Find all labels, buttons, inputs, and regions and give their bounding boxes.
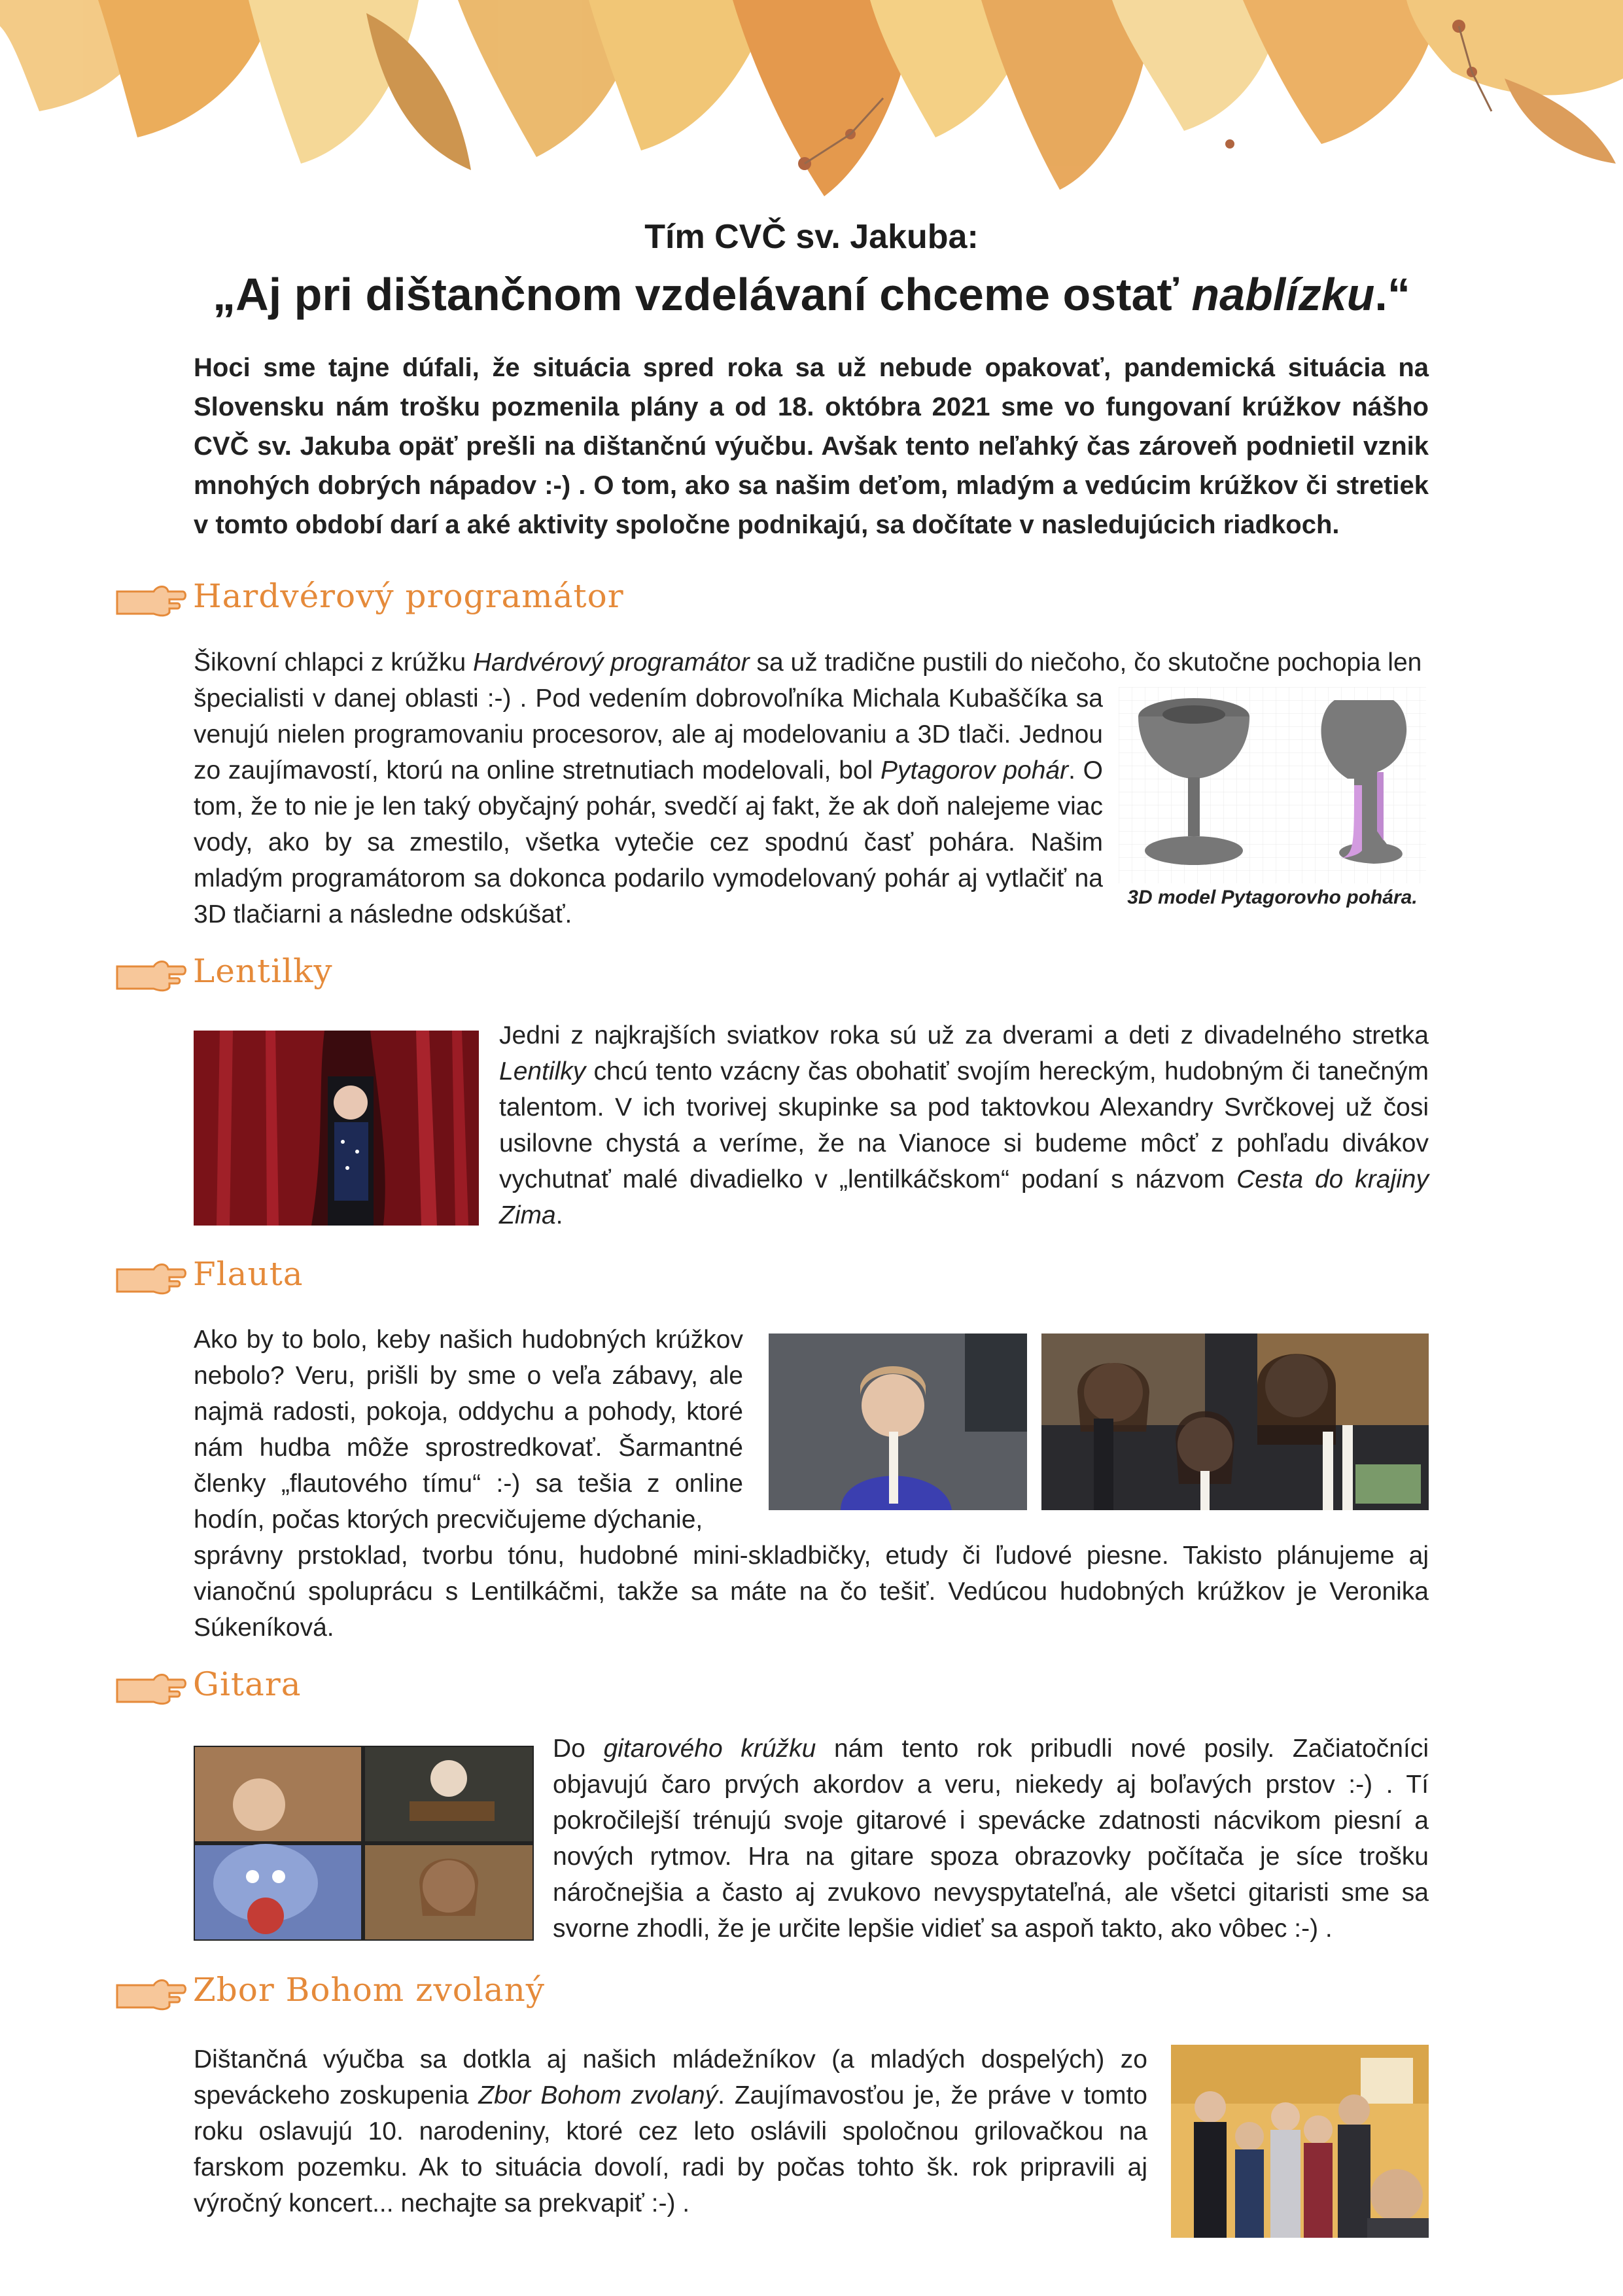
hardver-paragraph: špecialisti v danej oblasti :-) . Pod vedením dobrovoľníka Michala Kubaščíka sa venujú nielen programovaniu procesorov, ale aj modelovaniu a 3D tlači. Jednou zo zaujímavostí, ktorú na online stretnutiach modelovali, bol Pytagorov pohár. O tom, že to nie je len taký obyčajný pohár, svedčí aj fakt, že ak doň nalejeme viac vody, ako by sa zmestilo, všetka vytečie cez spodnú časť pohára. Našim mladým programátorom sa dokonca podarilo vymodelovaný pohár aj vytlačiť na 3D tlačiarni a následne odskúšať. (194, 684, 1103, 928)
section-heading-lentilky (114, 952, 769, 998)
section-heading-hardver (114, 577, 769, 623)
section-title: Flauta (193, 1255, 304, 1293)
pointing-hand-icon (114, 957, 188, 994)
hardver-image-caption: 3D model Pytagorovho pohára. (1127, 887, 1418, 908)
pointing-hand-icon (114, 1976, 188, 2013)
pointing-hand-icon (114, 1670, 188, 1707)
flute-online-lesson-photo-2 (1041, 1333, 1429, 1510)
hardver-paragraph-lead: Šikovní chlapci z krúžku Hardvérový programátor sa už tradične pustili do niečoho, čo skutočne pochopia len (194, 648, 1422, 677)
section-heading-zbor (114, 1971, 769, 2017)
section-heading-flauta (114, 1255, 769, 1301)
section-title: Hardvérový programátor (193, 577, 624, 615)
zbor-paragraph: Dištančná výučba sa dotkla aj našich mládežníkov (a mladých dospelých) zo speváckeho zoskupenia Zbor Bohom zvolaný. Zaujímavosťou je, že práve v tomto roku oslavujú 10. narodeniny, ktoré cez leto oslávili spoločnou grilovačkou na farskom pozemku. Ak to situácia dovolí, radi by počas tohto šk. rok pripravili aj výročný koncert... nechajte sa prekvapiť :-) . (194, 2045, 1147, 2217)
flauta-paragraph-part1: Ako by to bolo, keby našich hudobných krúžkov nebolo? Veru, prišli by sme o veľa zábavy, ale najmä radosti, pokoja, oddychu a pohody, ktoré nám hudba môže sprostredkovať. Šarmantné členky „flautového tímu“ :-) sa tešia z online hodín, počas ktorých precvičujeme dýchanie, (194, 1326, 743, 1534)
autumn-leaves-banner (0, 0, 1623, 203)
section-heading-gitara (114, 1665, 769, 1711)
theatre-curtain-child-photo (194, 1031, 479, 1226)
section-title: Gitara (193, 1665, 302, 1703)
flauta-paragraph-part2: správny prstoklad, tvorbu tónu, hudobné mini-skladbičky, etudy či ľudové piesne. Takisto plánujeme aj vianočnú spoluprácu s Lentilkáčmi, takže sa máte na čo tešiť. Vedúcou hudobných krúžkov je Veronika Súkeníková. (194, 1542, 1429, 1642)
page-subtitle: „Aj pri dištančnom vzdelávaní chceme ostať nablízku.“ (213, 269, 1410, 320)
pointing-hand-icon (114, 1260, 188, 1297)
pointing-hand-icon (114, 582, 188, 619)
section-title: Zbor Bohom zvolaný (193, 1971, 546, 2009)
pythagoras-cup-3d-model-image (1119, 687, 1426, 883)
lentilky-paragraph: Jedni z najkrajších sviatkov roka sú už za dverami a deti z divadelného stretka Lentilky chcú tento vzácny čas obohatiť svojím hereckým, hudobným či tanečným talentom. V ich tvorivej skupinke sa pod taktovkou Alexandry Svrčkovej už čosi usilovne chystá a veríme, že na Vianoce si budeme môcť z pohľadu divákov vychutnať malé divadielko v „lentilkáčskom“ podaní s názvom Cesta do krajiny Zima. (499, 1021, 1429, 1229)
flute-online-lesson-photo-1 (769, 1333, 1027, 1510)
intro-paragraph: Hoci sme tajne dúfali, že situácia spred roka sa už nebude opakovať, pandemická situácia na Slovensku nám trošku pozmenila plány a od 18. októbra 2021 sme vo fungovaní krúžkov nášho CVČ sv. Jakuba opäť prešli na dištančnú výučbu. Avšak tento neľahký čas zároveň podnietil vznik mnohých dobrých nápadov :-) . O tom, ako sa našim deťom, mladým a vedúcim krúžkov či stretiek v tomto období darí a aké aktivity spoločne podnikajú, sa dočítate v nasledujúcich riadkoch. (194, 353, 1429, 539)
guitar-online-lesson-collage-photo (194, 1746, 534, 1941)
section-title: Lentilky (193, 952, 333, 990)
gitara-paragraph: Do gitarového krúžku nám tento rok pribudli nové posily. Začiatočníci objavujú čaro prvých akordov a veru, niekedy aj boľavých prstov :-) . Tí pokročilejší trénujú svoje gitarové i spevácke zdatnosti nácvikom piesní a nových rytmov. Hra na gitare spoza obrazovky počítača je síce trošku náročnejšia a často aj zvukovo nevyspytateľná, ale všetci gitaristi sme sa svorne zhodli, že je určite lepšie vidieť sa aspoň takto, ako vôbec :-) . (553, 1735, 1429, 1943)
choir-group-photo (1171, 2045, 1429, 2238)
page-title: Tím CVČ sv. Jakuba: (644, 218, 979, 256)
